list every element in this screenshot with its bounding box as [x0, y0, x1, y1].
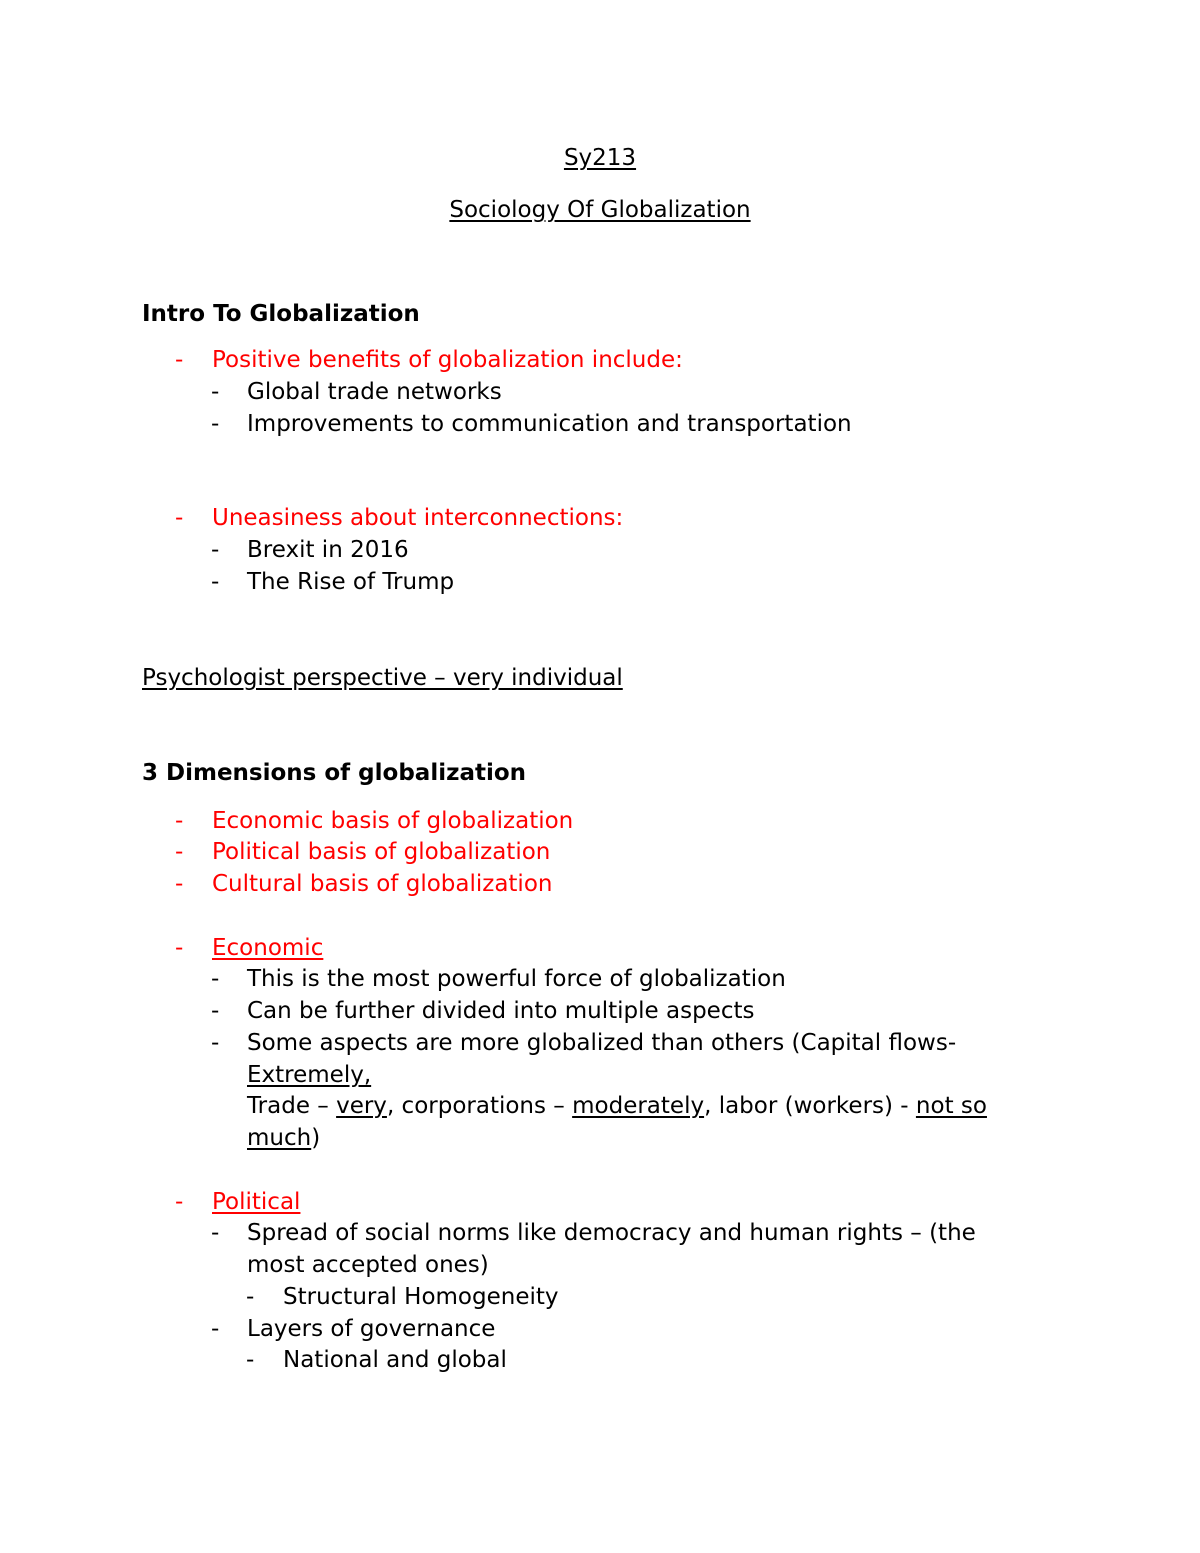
bullet-dash: - — [175, 505, 184, 531]
bullet-dash: - — [175, 808, 184, 834]
bullet-dash: - — [211, 537, 220, 563]
trade-value: very — [336, 1093, 387, 1119]
list-item-text: Some aspects are more globalized than others (Capital flows- — [247, 1030, 957, 1056]
course-title-text: Sociology Of Globalization — [449, 197, 751, 223]
labor-label: , labor (workers) - — [704, 1093, 916, 1119]
bullet-dash: - — [211, 1316, 220, 1342]
bullet-dash: - — [246, 1347, 255, 1373]
economic-label: Economic — [212, 935, 324, 961]
corporations-value: moderately — [572, 1093, 705, 1119]
course-code — [0, 143, 1200, 173]
labor-continuation — [247, 1123, 320, 1153]
dimensions-heading: 3 Dimensions of globalization — [142, 760, 527, 786]
list-item-text: Spread of social norms like democracy and human rights – (the — [247, 1220, 976, 1246]
bullet-dash: - — [211, 411, 220, 437]
list-item-text: This is the most powerful force of globalization — [247, 966, 786, 992]
course-code-text: Sy213 — [563, 145, 637, 171]
bullet-dash: - — [175, 839, 184, 865]
bullet-dash: - — [246, 1284, 255, 1310]
list-item-text: Political basis of globalization — [212, 839, 551, 865]
list-item-text: Cultural basis of globalization — [212, 871, 553, 897]
extremely-text: Extremely, — [247, 1062, 372, 1088]
bullet-dash: - — [211, 966, 220, 992]
labor-value: not so — [915, 1093, 987, 1119]
list-item-text: National and global — [283, 1347, 507, 1373]
list-item-text: Improvements to communication and transportation — [247, 411, 852, 437]
labor-value-end: much — [247, 1125, 312, 1151]
bullet-dash: - — [211, 998, 220, 1024]
course-title — [0, 195, 1200, 225]
bullet-dash: - — [175, 871, 184, 897]
political-label: Political — [212, 1189, 301, 1215]
bullet-dash: - — [175, 1189, 184, 1215]
closing-paren: ) — [311, 1125, 321, 1151]
list-item-text: Layers of governance — [247, 1316, 496, 1342]
list-item-text: Brexit in 2016 — [247, 537, 409, 563]
bullet-dash: - — [175, 935, 184, 961]
bullet-text: Positive benefits of globalization include: — [212, 347, 683, 373]
bullet-dash: - — [211, 1030, 220, 1056]
trade-label: Trade – — [247, 1093, 337, 1119]
bullet-dash: - — [175, 347, 184, 373]
intro-heading: Intro To Globalization — [142, 301, 420, 327]
list-item-text: The Rise of Trump — [247, 569, 455, 595]
list-item-text: Economic basis of globalization — [212, 808, 574, 834]
trade-line — [247, 1091, 987, 1121]
list-item-text: Structural Homogeneity — [283, 1284, 559, 1310]
bullet-text: Uneasiness about interconnections: — [212, 505, 624, 531]
psychologist-perspective: Psychologist perspective – very individual — [142, 665, 623, 691]
bullet-dash: - — [211, 1220, 220, 1246]
bullet-dash: - — [211, 379, 220, 405]
list-item-continuation: most accepted ones) — [247, 1252, 489, 1278]
corporations-label: , corporations – — [386, 1093, 573, 1119]
list-item-text: Can be further divided into multiple aspects — [247, 998, 755, 1024]
list-item-text: Global trade networks — [247, 379, 502, 405]
bullet-dash: - — [211, 569, 220, 595]
